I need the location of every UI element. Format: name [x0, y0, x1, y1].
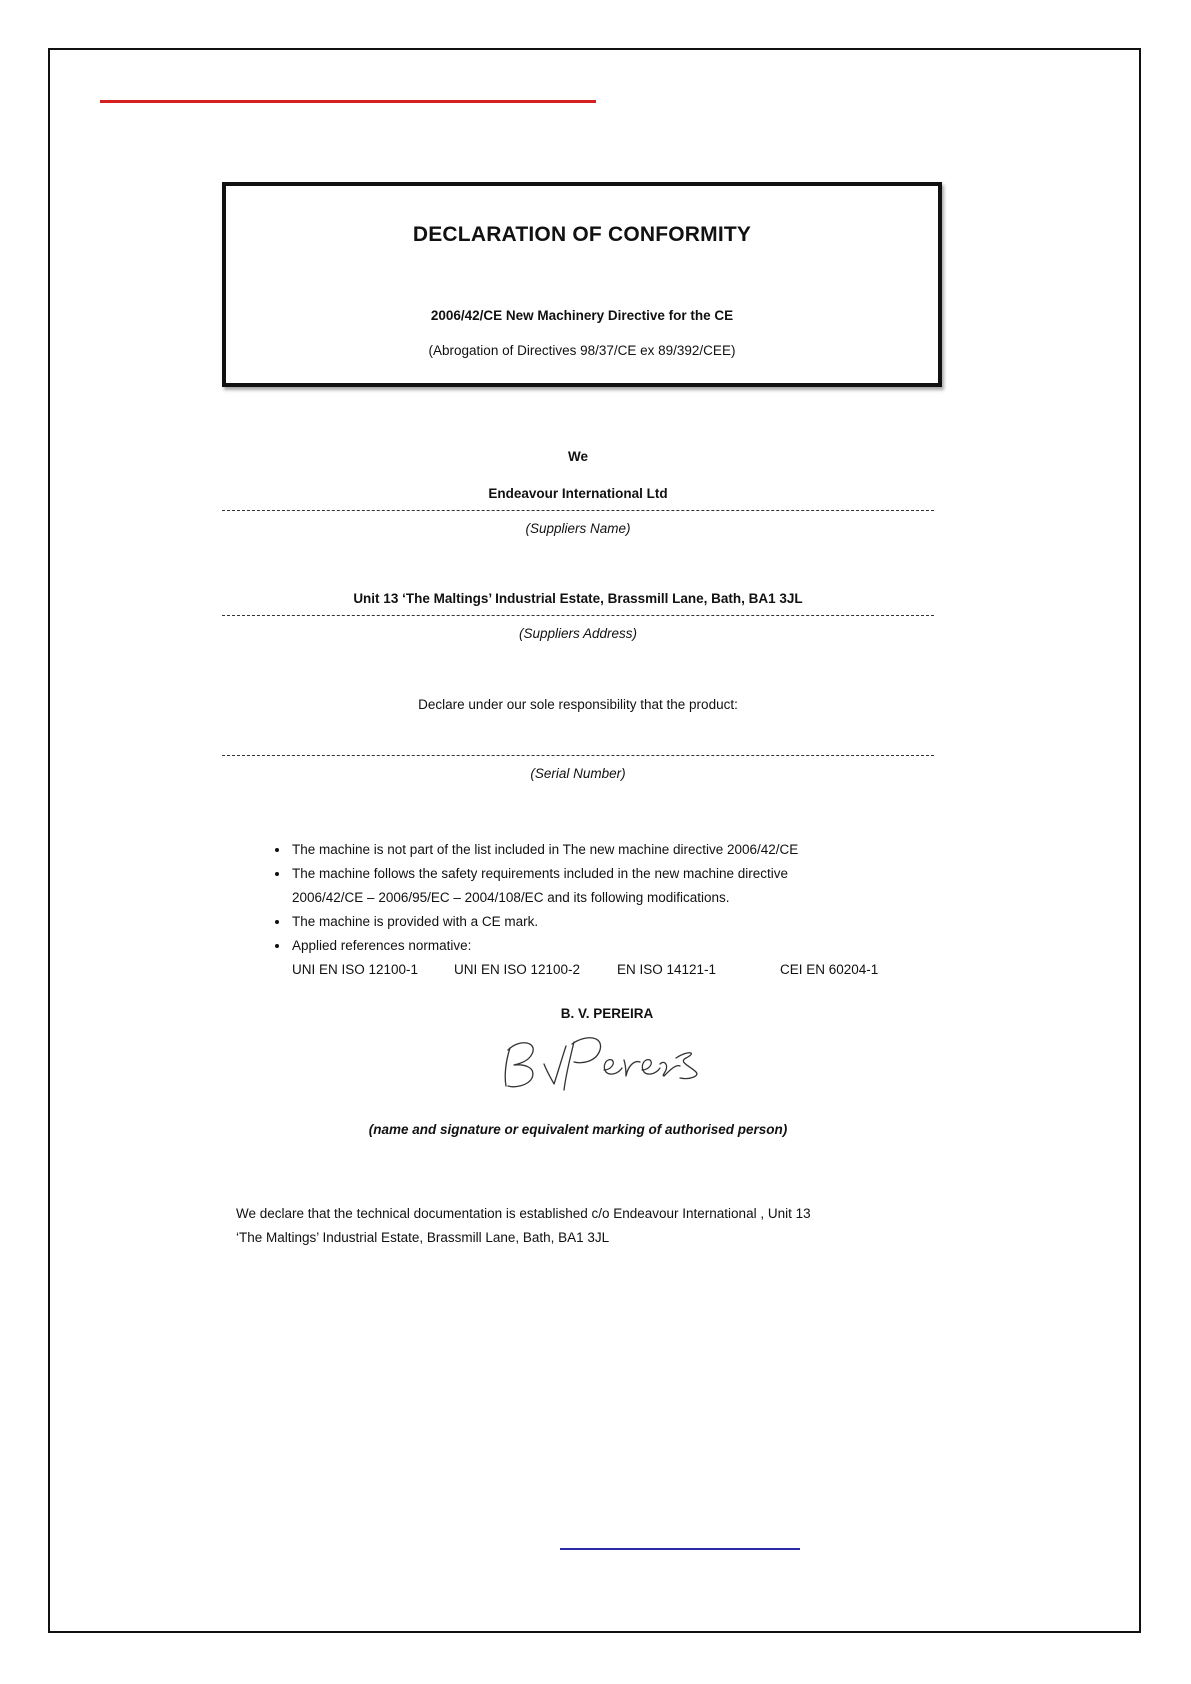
signature-image	[500, 1020, 710, 1095]
list-item	[290, 934, 990, 982]
we-label: We	[567, 449, 588, 464]
technical-line-2: ‘The Maltings’ Industrial Estate, Brassmill Lane, Bath, BA1 3JL	[236, 1230, 610, 1245]
list-item-text: The machine follows the safety requirements included in the new machine directive	[292, 866, 789, 881]
footer-blue-rule	[560, 1548, 800, 1550]
document-title: DECLARATION OF CONFORMITY	[412, 223, 752, 246]
norm-item: EN ISO 14121-1	[617, 962, 717, 977]
title-box	[222, 182, 942, 387]
directive-line: 2006/42/CE New Machinery Directive for the CE	[430, 308, 734, 323]
norm-item: UNI EN ISO 12100-2	[454, 962, 581, 977]
list-item-text: The machine is provided with a CE mark.	[292, 914, 539, 929]
supplier-address-caption: (Suppliers Address)	[518, 626, 638, 641]
norms-row	[292, 958, 990, 982]
supplier-address: Unit 13 ‘The Maltings’ Industrial Estate, Brassmill Lane, Bath, BA1 3JL	[353, 591, 803, 606]
supplier-address-rule	[222, 615, 934, 616]
abrogation-line: (Abrogation of Directives 98/37/CE ex 89/392/CEE)	[428, 343, 736, 358]
conformity-list	[262, 838, 990, 982]
signature-caption: (name and signature or equivalent marking of authorised person)	[368, 1122, 788, 1137]
list-item	[290, 910, 990, 934]
signatory-name: B. V. PEREIRA	[560, 1006, 654, 1021]
norm-item: CEI EN 60204-1	[780, 962, 879, 977]
list-item	[290, 838, 990, 862]
list-item	[290, 862, 990, 910]
declare-line: Declare under our sole responsibility that the product:	[418, 697, 738, 712]
supplier-name-caption: (Suppliers Name)	[525, 521, 631, 536]
header-red-rule	[100, 100, 596, 103]
supplier-name-rule	[222, 510, 934, 511]
serial-number-caption: (Serial Number)	[530, 766, 626, 781]
list-item-text: Applied references normative:	[292, 938, 472, 953]
technical-documentation-declaration	[236, 1202, 956, 1250]
list-item-continuation: 2006/42/CE – 2006/95/EC – 2004/108/EC and its following modifications.	[292, 890, 730, 905]
technical-line-1: We declare that the technical documentation is established c/o Endeavour International , Unit 13	[236, 1206, 811, 1221]
supplier-name: Endeavour International Ltd	[488, 486, 668, 501]
norm-item: UNI EN ISO 12100-1	[292, 962, 419, 977]
serial-number-rule	[222, 755, 934, 756]
list-item-text: The machine is not part of the list included in The new machine directive 2006/42/CE	[292, 842, 799, 857]
